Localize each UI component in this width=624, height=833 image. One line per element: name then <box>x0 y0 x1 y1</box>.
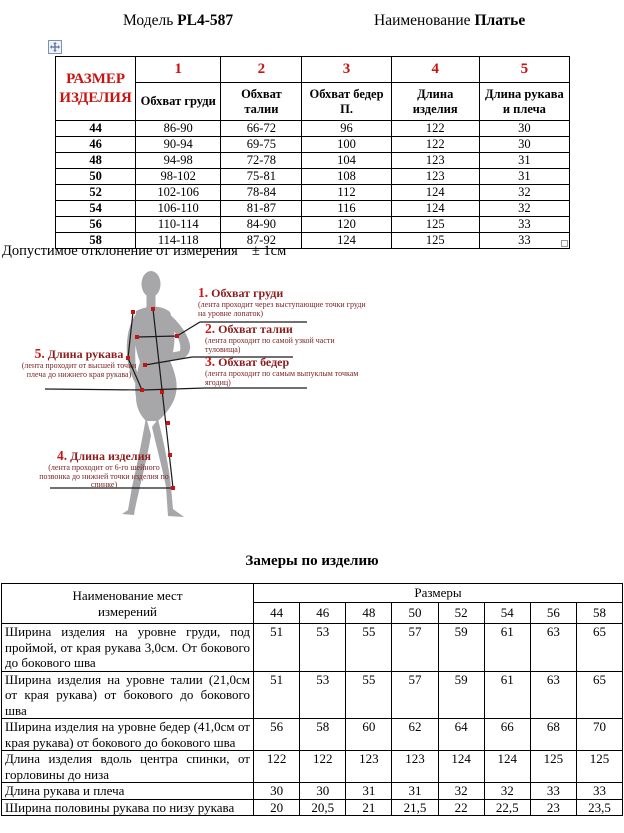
table-resize-handle[interactable] <box>561 240 568 247</box>
value-cell: 60 <box>346 719 392 751</box>
table-row <box>56 121 570 137</box>
value-cell: 58 <box>300 719 346 751</box>
annotation-number: 1. <box>198 285 209 300</box>
measurement-name-cell: Длина изделия вдоль центра спинки, от горловины до низа <box>2 751 254 783</box>
annotation-number: 3. <box>205 354 216 369</box>
value-cell: 116 <box>302 201 391 217</box>
table-row <box>2 624 623 672</box>
size-header-cell: 46 <box>300 603 346 624</box>
value-cell: 96 <box>302 121 391 137</box>
value-cell: 21 <box>346 799 392 816</box>
size-cell: 56 <box>56 217 136 233</box>
value-cell: 31 <box>346 783 392 800</box>
corner-header-cell: РАЗМЕР ИЗДЕЛИЯ <box>56 57 136 121</box>
value-cell: 122 <box>391 137 479 153</box>
size-header-cell: 48 <box>346 603 392 624</box>
value-cell: 20,5 <box>300 799 346 816</box>
annotation-title: Обхват талии <box>218 322 293 336</box>
sizes-group-header: Размеры <box>254 584 623 603</box>
value-cell: 33 <box>576 783 622 800</box>
size-cell: 54 <box>56 201 136 217</box>
value-cell: 124 <box>302 233 391 249</box>
model-value: PL4-587 <box>177 12 234 29</box>
value-cell: 81-87 <box>221 201 302 217</box>
measurement-name-cell: Длина рукава и плеча <box>2 783 254 800</box>
value-cell: 20 <box>254 799 300 816</box>
value-cell: 59 <box>438 624 484 672</box>
value-cell: 123 <box>346 751 392 783</box>
value-cell: 102-106 <box>136 185 221 201</box>
value-cell: 21,5 <box>392 799 438 816</box>
value-cell: 33 <box>479 233 569 249</box>
value-cell: 90-94 <box>136 137 221 153</box>
value-cell: 63 <box>530 671 576 719</box>
value-cell: 51 <box>254 624 300 672</box>
value-cell: 78-84 <box>221 185 302 201</box>
value-cell: 87-92 <box>221 233 302 249</box>
value-cell: 32 <box>479 185 569 201</box>
size-cell: 52 <box>56 185 136 201</box>
value-cell: 63 <box>530 624 576 672</box>
value-cell: 124 <box>438 751 484 783</box>
value-cell: 61 <box>484 671 530 719</box>
annotation-number: 4. <box>57 448 68 463</box>
figure-annotation-sleeve <box>15 347 143 379</box>
measurement-name-cell: Ширина половины рукава по низу рукава <box>2 799 254 816</box>
value-cell: 100 <box>302 137 391 153</box>
value-cell: 65 <box>576 671 622 719</box>
measurement-name-cell: Ширина изделия на уровне талии (21,0см от края рукава) от бокового до бокового шва <box>2 671 254 719</box>
column-number-cell: 3 <box>302 57 391 83</box>
value-cell: 125 <box>391 233 479 249</box>
size-cell: 58 <box>56 233 136 249</box>
table-row <box>56 169 570 185</box>
table-row <box>2 751 623 783</box>
column-header-cell: Обхват талии <box>221 83 302 121</box>
measurement-name-cell: Ширина изделия на уровне груди, под проймой, от края рукава 3,0см. От бокового до бокового шва <box>2 624 254 672</box>
measurement-figure <box>0 255 624 550</box>
column-header-cell: Обхват груди <box>136 83 221 121</box>
size-header-cell: 54 <box>484 603 530 624</box>
size-header-cell: 44 <box>254 603 300 624</box>
value-cell: 30 <box>300 783 346 800</box>
value-cell: 61 <box>484 624 530 672</box>
value-cell: 123 <box>391 169 479 185</box>
value-cell: 30 <box>479 121 569 137</box>
value-cell: 86-90 <box>136 121 221 137</box>
table-row <box>2 671 623 719</box>
table-row <box>56 185 570 201</box>
table-row <box>56 153 570 169</box>
value-cell: 22 <box>438 799 484 816</box>
tolerance-value: ± 1см <box>251 243 287 259</box>
table-row <box>56 201 570 217</box>
name-column-header: Наименование мест измерений <box>2 584 254 624</box>
value-cell: 59 <box>438 671 484 719</box>
figure-annotation-waist <box>205 322 357 354</box>
table-row <box>56 57 570 83</box>
value-cell: 53 <box>300 671 346 719</box>
value-cell: 84-90 <box>221 217 302 233</box>
model-line <box>123 12 233 30</box>
value-cell: 124 <box>484 751 530 783</box>
value-cell: 55 <box>346 624 392 672</box>
value-cell: 33 <box>530 783 576 800</box>
column-header-cell: Обхват бедер П. <box>302 83 391 121</box>
annotation-description: (лента проходит по самым выпуклым точкам ягодиц) <box>205 369 359 387</box>
value-cell: 124 <box>391 201 479 217</box>
value-cell: 125 <box>391 217 479 233</box>
value-cell: 53 <box>300 624 346 672</box>
column-number-cell: 2 <box>221 57 302 83</box>
value-cell: 112 <box>302 185 391 201</box>
value-cell: 75-81 <box>221 169 302 185</box>
value-cell: 32 <box>484 783 530 800</box>
size-header-cell: 52 <box>438 603 484 624</box>
size-cell: 46 <box>56 137 136 153</box>
table-row <box>2 584 623 603</box>
value-cell: 68 <box>530 719 576 751</box>
value-cell: 125 <box>576 751 622 783</box>
annotation-description: (лента проходит по самой узкой части туловища) <box>205 336 335 354</box>
value-cell: 62 <box>392 719 438 751</box>
annotation-description: (лента проходит от высшей точки плеча до нижнего края рукава) <box>21 361 137 379</box>
value-cell: 108 <box>302 169 391 185</box>
model-label: Модель <box>123 12 174 29</box>
measurements-table <box>1 583 623 816</box>
tolerance-label: Допустимое отклонение от измерения <box>2 243 238 259</box>
size-cell: 44 <box>56 121 136 137</box>
value-cell: 120 <box>302 217 391 233</box>
value-cell: 114-118 <box>136 233 221 249</box>
annotation-title: Обхват бедер <box>218 355 290 369</box>
table-row <box>56 137 570 153</box>
value-cell: 122 <box>391 121 479 137</box>
value-cell: 122 <box>300 751 346 783</box>
value-cell: 70 <box>576 719 622 751</box>
product-name-value: Платье <box>474 12 526 29</box>
figure-annotation-length <box>35 449 173 490</box>
value-cell: 30 <box>479 137 569 153</box>
move-arrows-icon <box>50 42 60 52</box>
annotation-title: Обхват груди <box>211 286 284 300</box>
value-cell: 69-75 <box>221 137 302 153</box>
value-cell: 51 <box>254 671 300 719</box>
annotation-title: Длина рукава <box>47 347 124 361</box>
value-cell: 106-110 <box>136 201 221 217</box>
size-header-cell: 58 <box>576 603 622 624</box>
value-cell: 57 <box>392 624 438 672</box>
value-cell: 57 <box>392 671 438 719</box>
figure-annotation-chest <box>198 286 368 318</box>
value-cell: 22,5 <box>484 799 530 816</box>
value-cell: 124 <box>391 185 479 201</box>
value-cell: 30 <box>254 783 300 800</box>
size-cell: 48 <box>56 153 136 169</box>
value-cell: 32 <box>479 201 569 217</box>
figure-annotation-hips <box>205 355 373 387</box>
value-cell: 56 <box>254 719 300 751</box>
value-cell: 31 <box>479 169 569 185</box>
value-cell: 65 <box>576 624 622 672</box>
measurement-name-cell: Ширина изделия на уровне бедер (41,0см от края рукава) от бокового до бокового шва <box>2 719 254 751</box>
column-number-cell: 4 <box>391 57 479 83</box>
column-number-cell: 1 <box>136 57 221 83</box>
table-row <box>2 799 623 816</box>
value-cell: 123 <box>391 153 479 169</box>
size-header-cell: 50 <box>392 603 438 624</box>
annotation-number: 5. <box>34 346 45 361</box>
product-name-label: Наименование <box>374 12 471 29</box>
value-cell: 31 <box>392 783 438 800</box>
value-cell: 104 <box>302 153 391 169</box>
value-cell: 55 <box>346 671 392 719</box>
value-cell: 72-78 <box>221 153 302 169</box>
column-number-cell: 5 <box>479 57 569 83</box>
value-cell: 23 <box>530 799 576 816</box>
size-cell: 50 <box>56 169 136 185</box>
value-cell: 123 <box>392 751 438 783</box>
table-row <box>56 217 570 233</box>
value-cell: 23,5 <box>576 799 622 816</box>
value-cell: 66 <box>484 719 530 751</box>
value-cell: 94-98 <box>136 153 221 169</box>
value-cell: 33 <box>479 217 569 233</box>
value-cell: 66-72 <box>221 121 302 137</box>
value-cell: 122 <box>254 751 300 783</box>
table-move-handle[interactable] <box>48 40 62 54</box>
value-cell: 31 <box>479 153 569 169</box>
annotation-description: (лента проходит от 6-го шейного позвонка до нижней точки изделия по спинке) <box>39 463 169 489</box>
column-header-cell: Длина изделия <box>391 83 479 121</box>
size-chart-table <box>55 56 570 249</box>
value-cell: 64 <box>438 719 484 751</box>
annotation-title: Длина изделия <box>70 449 151 463</box>
value-cell: 125 <box>530 751 576 783</box>
annotation-number: 2. <box>205 321 216 336</box>
table-row <box>2 783 623 800</box>
product-name-line <box>374 12 525 30</box>
value-cell: 98-102 <box>136 169 221 185</box>
section-title: Замеры по изделию <box>245 553 379 569</box>
annotation-description: (лента проходит через выступающие точки груди на уровне лопаток) <box>198 300 366 318</box>
value-cell: 110-114 <box>136 217 221 233</box>
size-header-cell: 56 <box>530 603 576 624</box>
value-cell: 32 <box>438 783 484 800</box>
table-row <box>2 719 623 751</box>
column-header-cell: Длина рукава и плеча <box>479 83 569 121</box>
